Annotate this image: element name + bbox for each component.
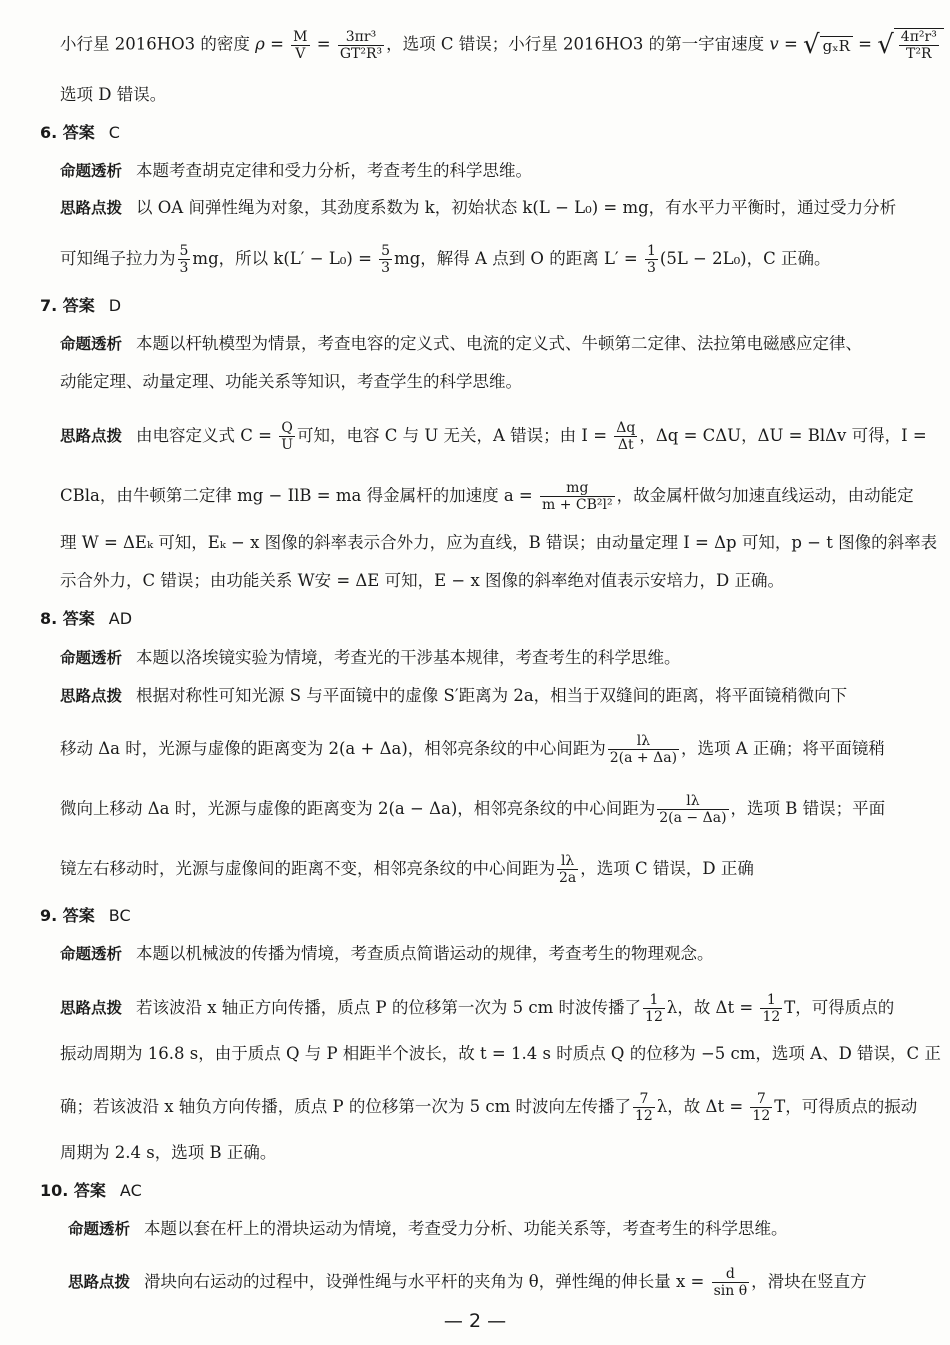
sqrt-icon: √ (877, 30, 894, 60)
sqrt-icon: √ (803, 30, 820, 60)
sqrt-content: $\frac{\text{4π²r³}}{\text{T²R}}$ (894, 28, 944, 62)
text-line: 命题透析 本题以杆轨模型为情景，考查电容的定义式、电流的定义式、牛顿第二定律、法拉第电磁感应定律、 (60, 334, 863, 353)
text-line: 思路点拨 根据对称性可知光源 S 与平面镜中的虚像 S′距离为 2a，相当于双缝间的距离，将平面镜稍微向下 (60, 686, 848, 705)
page-number: — 2 — (443, 1310, 507, 1332)
text-line: 示合外力，C 错误；由功能关系 W安 = ΔE 可知，E − x 图像的斜率绝对值表示安培力，D 正确。 (60, 571, 784, 590)
section-10-header: 10. 答案 AC (40, 1181, 142, 1200)
text-line: 理 W = ΔEₖ 可知，Eₖ − x 图像的斜率表示合外力，应为直线，B 错误；由动量定理 I = Δp 可知，p − t 图像的斜率表 (60, 533, 938, 552)
section-7-header: 7. 答案 D (40, 296, 122, 315)
text-line: 微向上移动 Δa 时，光源与虚像的距离变为 2(a − Δa)，相邻亮条纹的中心间距为 $\frac{l\lambda}{2(a - \Delta a)}$ ，选项 B 错误；平面 (60, 793, 886, 826)
fraction: $\frac{l\lambda}{2a}$ (559, 853, 577, 886)
fraction: $\frac{5}{3}$ (381, 243, 391, 276)
text-line: 选项 D 错误。 (60, 85, 167, 104)
text-line: 振动周期为 16.8 s，由于质点 Q 与 P 相距半个波长，故 t = 1.4 s 时质点 Q 的位移为 −5 cm，选项 A、D 错误，C 正 (60, 1044, 941, 1063)
section-8-header: 8. 答案 AD (40, 609, 133, 628)
fraction: $\frac{\text{3πr³}}{\text{GT²R³}}$ (339, 28, 383, 62)
fraction: $\frac{M}{V}$ (293, 28, 308, 62)
fraction: $\frac{l\lambda}{2(a - \Delta a)}$ (659, 793, 727, 826)
fraction: $\frac{mg}{\text{m + CB²l²}}$ (542, 480, 613, 513)
text-line: 可知绳子拉力为 $\frac{5}{3}$ mg，所以 k(L′ − L₀) = $\frac{5}{3}$ mg，解得 A 点到 O 的距离 L′ = $\frac{1}{3}$ (5L − 2L₀)，C 正确。 (60, 243, 831, 276)
section-9-header: 9. 答案 BC (40, 906, 131, 925)
fraction: $\frac{5}{3}$ (179, 243, 189, 276)
fraction: $\frac{d}{\text{sin θ}}$ (713, 1266, 748, 1299)
fraction: $\frac{7}{12}$ (752, 1091, 771, 1124)
fraction: $\frac{\Delta q}{\Delta t}$ (616, 420, 636, 453)
fraction: $\frac{1}{12}$ (645, 992, 663, 1025)
text-line: 小行星 2016HO3 的密度 ρ = $\frac{M}{V}$ = $\frac{\text{3πr³}}{\text{GT²R³}}$ ，选项 C 错误；小行星 2016HO3 的第一宇宙速度 v = √ gₓR = √ $\frac{\text{4π²r³}}{\text{T²R}}$ (60, 28, 944, 62)
text-line: 命题透析 本题以机械波的传播为情境，考查质点简谐运动的规律，考查考生的物理观念。 (60, 944, 714, 963)
fraction: $\frac{7}{12}$ (635, 1091, 653, 1124)
text-line: 思路点拨 滑块向右运动的过程中，设弹性绳与水平杆的夹角为 θ，弹性绳的伸长量 x = $\frac{d}{\text{sin θ}}$ ，滑块在竖直方 (68, 1266, 867, 1299)
fraction: $\frac{1}{12}$ (762, 992, 781, 1025)
fraction: $\frac{Q}{U}$ (281, 420, 294, 453)
text-line: CBla，由牛顿第二定律 mg − IlB = ma 得金属杆的加速度 a = $\frac{mg}{\text{m + CB²l²}}$ ，故金属杆做匀加速直线运动，由动能定 (60, 480, 914, 513)
text-line: 命题透析 本题考查胡克定律和受力分析，考查考生的科学思维。 (60, 161, 533, 180)
fraction: $\frac{l\lambda}{2(a + \Delta a)}$ (609, 733, 678, 766)
section-6-header: 6. 答案 C (40, 123, 120, 142)
text-line: 确；若该波沿 x 轴负方向传播，质点 P 的位移第一次为 5 cm 时波向左传播了 $\frac{7}{12}$ λ，故 Δt = $\frac{7}{12}$ T，可得质点的振动 (60, 1091, 918, 1124)
text-line: 思路点拨 以 OA 间弹性绳为对象，其劲度系数为 k，初始状态 k(L − L₀) = mg，有水平力平衡时，通过受力分析 (60, 198, 897, 217)
text-line: 思路点拨 若该波沿 x 轴正方向传播，质点 P 的位移第一次为 5 cm 时波传播了 $\frac{1}{12}$ λ，故 Δt = $\frac{1}{12}$ T，可得质点的 (60, 992, 895, 1025)
text-line: 周期为 2.4 s，选项 B 正确。 (60, 1143, 277, 1162)
fraction: $\frac{1}{3}$ (646, 243, 656, 276)
text-line: 命题透析 本题以洛埃镜实验为情境，考查光的干涉基本规律，考查考生的科学思维。 (60, 648, 681, 667)
text-line: 动能定理、动量定理、功能关系等知识，考查学生的科学思维。 (60, 372, 522, 391)
text-line: 移动 Δa 时，光源与虚像的距离变为 2(a + Δa)，相邻亮条纹的中心间距为 $\frac{l\lambda}{2(a + \Delta a)}$ ，选项 A 正确；将平面镜稍 (60, 733, 885, 766)
text-line: 镜左右移动时，光源与虚像间的距离不变，相邻亮条纹的中心间距为 $\frac{l\lambda}{2a}$ ，选项 C 错误，D 正确 (60, 853, 754, 886)
text-line: 思路点拨 由电容定义式 C = $\frac{Q}{U}$ 可知，电容 C 与 U 无关，A 错误；由 I = $\frac{\Delta q}{\Delta t}$ ，Δq = CΔU，ΔU = BlΔv 可得，I = (60, 420, 927, 453)
text-line: 命题透析 本题以套在杆上的滑块运动为情境，考查受力分析、功能关系等，考查考生的科学思维。 (68, 1219, 788, 1238)
